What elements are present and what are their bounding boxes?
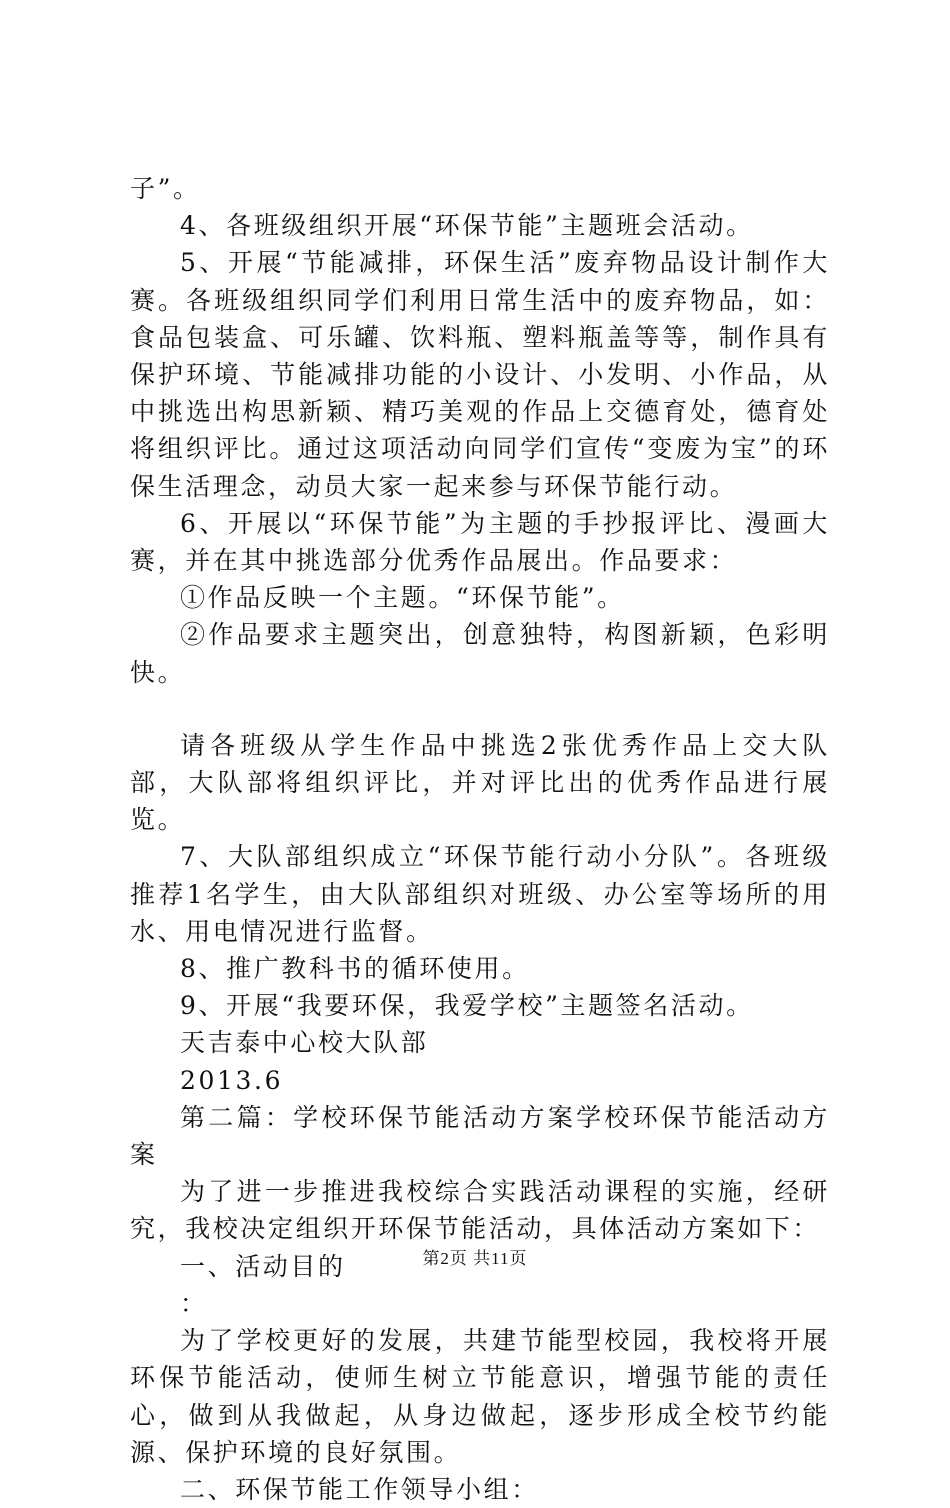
paragraph: 为了进一步推进我校综合实践活动课程的实施，经研究，我校决定组织开环保节能活动，具体活动方案如下： xyxy=(130,1177,830,1244)
section-title: 第二篇：学校环保节能活动方案学校环保节能活动方案 xyxy=(130,1102,830,1170)
page-footer: 第2页 共11页 xyxy=(422,1249,528,1268)
paragraph: 4、各班级组织开展“环保节能”主题班会活动。 xyxy=(180,211,754,241)
document-body xyxy=(130,170,830,1508)
paragraph: 8、推广教科书的循环使用。 xyxy=(180,954,530,984)
signature-org: 天吉泰中心校大队部 xyxy=(180,1028,429,1058)
paragraph: 请各班级从学生作品中挑选2张优秀作品上交大队部，大队部将组织评比，并对评比出的优秀作品进行展览。 xyxy=(130,730,830,835)
paragraph: 9、开展“我要环保，我爱学校”主题签名活动。 xyxy=(180,991,754,1021)
blank-line xyxy=(130,691,830,727)
list-item: ①作品反映一个主题。“环保节能”。 xyxy=(180,583,625,613)
section-heading: 二、环保节能工作领导小组： xyxy=(180,1474,539,1504)
paragraph: ： xyxy=(180,1288,208,1318)
signature-date: 2013.6 xyxy=(180,1065,284,1095)
paragraph: 6、开展以“环保节能”为主题的手抄报评比、漫画大赛，并在其中挑选部分优秀作品展出。作品要求： xyxy=(130,508,830,576)
paragraph: 7、大队部组织成立“环保节能行动小分队”。各班级推荐1名学生，由大队部组织对班级、办公室等场所的用水、用电情况进行监督。 xyxy=(130,842,830,946)
paragraph: 为了学校更好的发展，共建节能型校园，我校将开展环保节能活动，使师生树立节能意识，增强节能的责任心，做到从我做起，从身边做起，逐步形成全校节约能源、保护环境的良好氛围。 xyxy=(130,1326,830,1467)
list-item: ②作品要求主题突出，创意独特，构图新颖，色彩明快。 xyxy=(130,620,830,687)
section-heading: 一、活动目的 xyxy=(180,1251,346,1281)
paragraph: 5、开展“节能减排，环保生活”废弃物品设计制作大赛。各班级组织同学们利用日常生活中的废弃物品，如：食品包装盒、可乐罐、饮料瓶、塑料瓶盖等等，制作具有保护环境、节能减排功能的小设计、小发明、小作品，从中挑选出构思新颖、精巧美观的作品上交德育处，德育处将组织评比。通过这项活动向同学们宣传“变废为宝”的环保生活理念，动员大家一起来参与环保节能行动。 xyxy=(130,248,830,501)
paragraph: 子”。 xyxy=(130,174,201,203)
